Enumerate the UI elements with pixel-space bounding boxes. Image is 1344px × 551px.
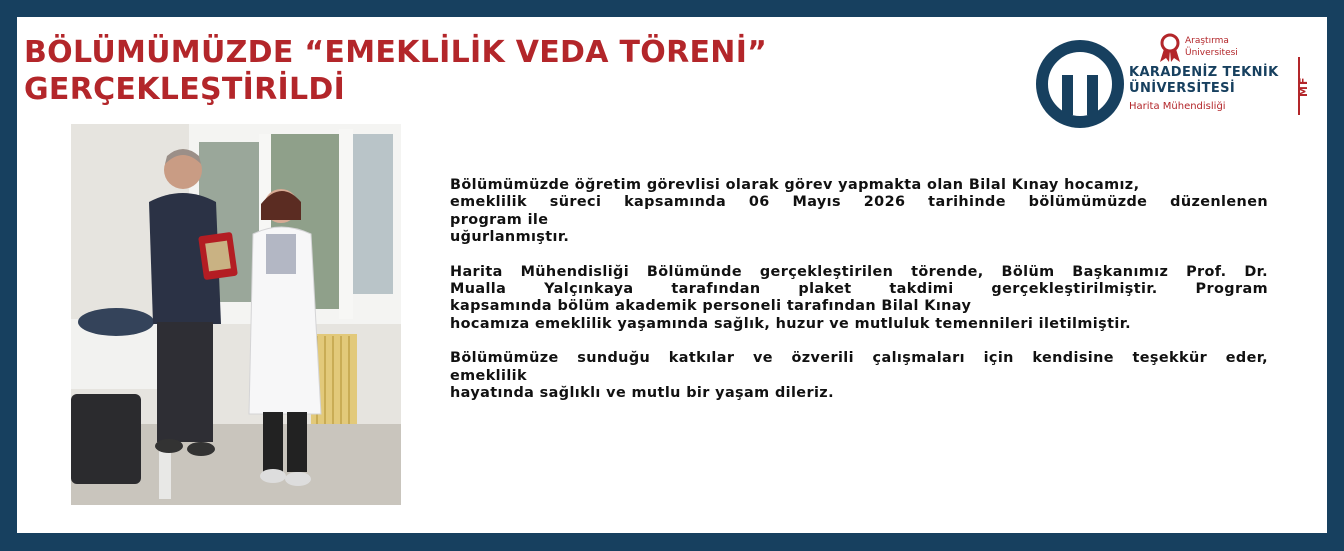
paragraph-2-line: hocamıza emeklilik yaşamında sağlık, huzur ve mutluluk temennileri iletilmiştir. [450, 315, 1132, 332]
ranking-line-2: Üniversitesi [1185, 48, 1238, 58]
paragraph-1-line: Bölümümüzde öğretim görevlisi olarak görev yapmakta olan Bilal Kınay hocamız, [450, 177, 1140, 193]
ranking-line-1: Araştırma [1185, 36, 1229, 46]
ktu-emblem-icon [1035, 39, 1125, 129]
announcement-card [17, 17, 1327, 533]
medal-icon [1158, 33, 1182, 63]
university-name-line-2: ÜNİVERSİTESİ [1129, 81, 1236, 96]
paragraph-1 [450, 177, 1268, 247]
page-title [24, 34, 844, 108]
paragraph-1-line: uğurlanmıştır. [450, 229, 570, 246]
paragraph-3-line: emeklilik [450, 367, 527, 384]
paragraph-2-line: kapsamında bölüm akademik personeli tarafından Bilal Kınay [450, 298, 972, 315]
faculty-label: MF [1297, 76, 1310, 97]
ceremony-photo [71, 124, 401, 505]
university-name-line-1: KARADENİZ TEKNİK [1129, 65, 1279, 80]
paragraph-1-line: program ile [450, 211, 549, 228]
paragraph-3-line: Bölümümüze sunduğu katkılar ve özverili çalışmaları için kendisine teşekkür eder, [450, 350, 1268, 367]
paragraph-3 [450, 350, 1268, 402]
paragraph-2 [450, 264, 1268, 334]
university-name [1129, 65, 1279, 97]
title-line-1: BÖLÜMÜMÜZDE “EMEKLİLİK VEDA TÖRENİ” [24, 35, 768, 70]
paragraph-2-line: Mualla Yalçınkaya tarafından plaket takdimi gerçekleştirilmiştir. Program [450, 281, 1268, 298]
title-line-2: GERÇEKLEŞTİRİLDİ [24, 72, 346, 107]
paragraph-2-line: Harita Mühendisliği Bölümünde gerçekleştirilen törende, Bölüm Başkanımız Prof. Dr. [450, 263, 1268, 280]
department-name: Harita Mühendisliği [1129, 101, 1226, 112]
research-university-label [1185, 35, 1238, 59]
paragraph-1-line: emeklilik süreci kapsamında 06 Mayıs 2026 tarihinde bölümümüzde düzenlenen [450, 194, 1268, 211]
article-body [450, 177, 1268, 419]
university-logo [1035, 25, 1310, 135]
paragraph-3-line: hayatında sağlıklı ve mutlu bir yaşam dileriz. [450, 385, 834, 402]
